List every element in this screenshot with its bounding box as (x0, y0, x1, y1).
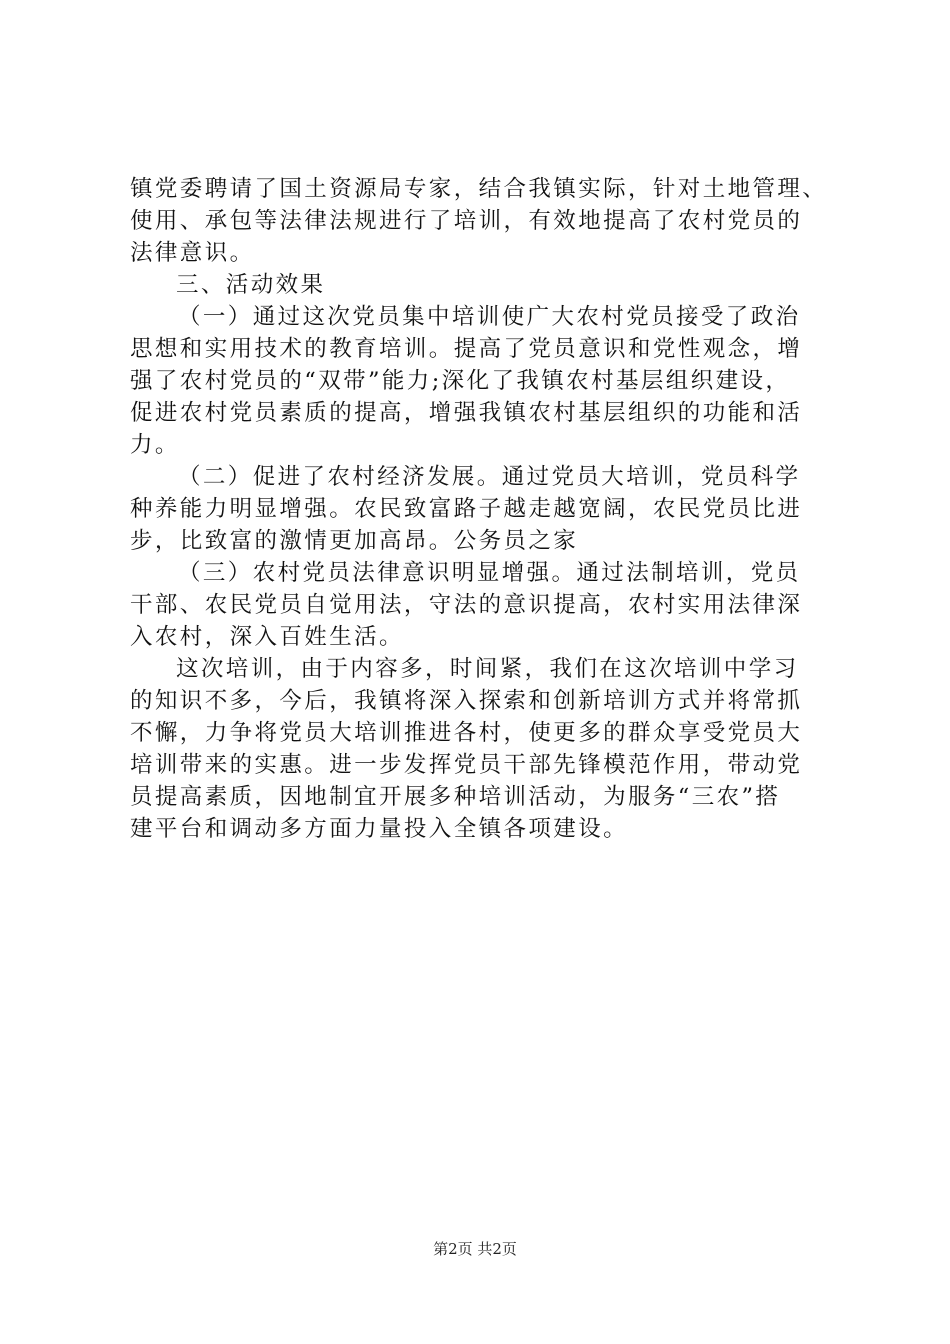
text-line: 步，比致富的激情更加高昂。公务员之家 (130, 528, 579, 554)
text-line: （二）促进了农村经济发展。通过党员大培训，党员科学 (178, 464, 801, 490)
section-heading: 三、活动效果 (176, 272, 326, 298)
text-line: 法律意识。 (130, 240, 255, 266)
text-line: 的知识不多，今后，我镇将深入探索和创新培训方式并将常抓 (130, 688, 803, 714)
text-line: 种养能力明显增强。农民致富路子越走越宽阔，农民党员比进 (130, 496, 803, 522)
text-line: 培训带来的实惠。进一步发挥党员干部先锋模范作用，带动党 (130, 752, 803, 778)
text-line: 思想和实用技术的教育培训。提高了党员意识和党性观念，增 (130, 336, 803, 362)
text-line: 强了农村党员的“双带”能力;深化了我镇农村基层组织建设， (130, 368, 791, 394)
text-line: 员提高素质，因地制宜开展多种培训活动，为服务“三农”搭 (130, 784, 781, 810)
text-line: 这次培训，由于内容多，时间紧，我们在这次培训中学习 (176, 656, 799, 682)
text-line: 入农村，深入百姓生活。 (130, 624, 404, 650)
text-line: 镇党委聘请了国土资源局专家，结合我镇实际，针对土地管理、 (130, 176, 828, 202)
text-line: 不懈，力争将党员大培训推进各村，使更多的群众享受党员大 (130, 720, 803, 746)
text-line: 建平台和调动多方面力量投入全镇各项建设。 (130, 816, 629, 842)
text-line: 力。 (130, 432, 180, 458)
text-line: （一）通过这次党员集中培训使广大农村党员接受了政治 (178, 304, 801, 330)
text-line: 干部、农民党员自觉用法，守法的意识提高，农村实用法律深 (130, 592, 803, 618)
page-number-footer: 第2页 共2页 (433, 1240, 517, 1258)
text-line: （三）农村党员法律意识明显增强。通过法制培训，党员 (178, 560, 801, 586)
text-line: 使用、承包等法律法规进行了培训，有效地提高了农村党员的 (130, 208, 803, 234)
document-body (130, 173, 830, 845)
text-line: 促进农村党员素质的提高，增强我镇农村基层组织的功能和活 (130, 400, 803, 426)
